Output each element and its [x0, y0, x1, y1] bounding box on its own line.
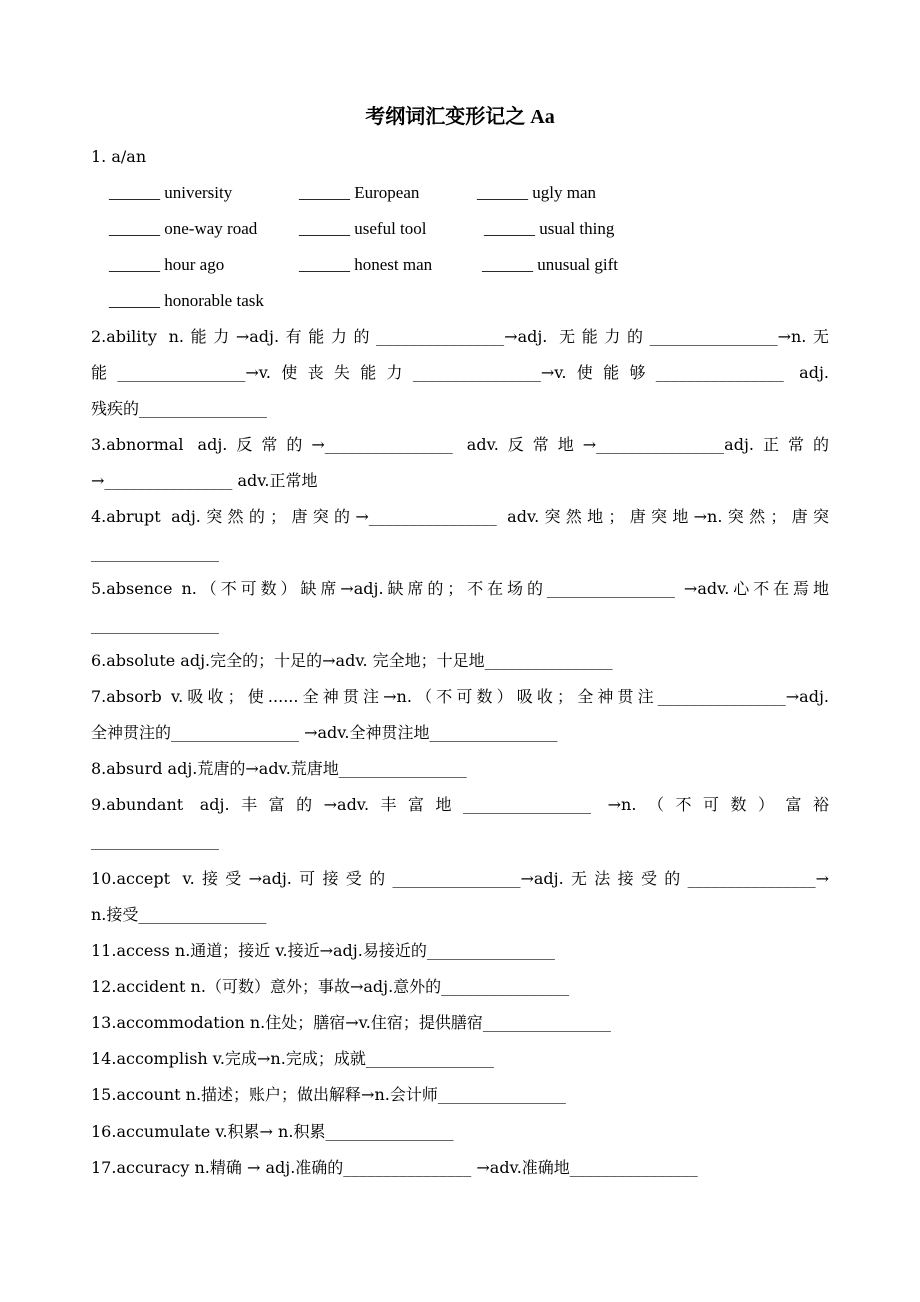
text-line: 12.accident n.（可数）意外；事故→adj.意外的________________: [91, 977, 570, 996]
text-line: 3.abnormal adj.反常的→________________ adv.反常地→________________adj.正常的: [91, 435, 829, 454]
blank-phrase: ______ university: [109, 183, 233, 202]
text-line: 11.access n.通道；接近 v.接近→adj.易接近的________________: [91, 941, 555, 960]
blank-phrase: ______ European: [299, 183, 420, 202]
text-line: 全神贯注的________________ →adv.全神贯注地________________: [91, 723, 558, 742]
item-1-heading: 1. a/an: [91, 147, 147, 166]
blank-phrase: ______ unusual gift: [482, 255, 618, 274]
blank-phrase: ______ one-way road: [109, 219, 258, 238]
text-line: 17.accuracy n.精确 → adj.准确的________________ →adv.准确地________________: [91, 1158, 698, 1177]
text-line: 8.absurd adj.荒唐的→adv.荒唐地________________: [91, 759, 467, 778]
text-line: 10.accept v.接受→adj.可接受的________________→adj.无法接受的________________→: [91, 869, 829, 888]
text-line: 6.absolute adj.完全的；十足的→adv. 完全地；十足地________________: [91, 651, 613, 670]
text-line: →________________ adv.正常地: [91, 471, 318, 490]
text-line: n.接受________________: [91, 905, 267, 924]
text-line: 2.ability n.能力→adj.有能力的________________→adj. 无能力的________________→n.无: [91, 327, 829, 346]
page-title: 考纲词汇变形记之 Aa: [365, 106, 555, 128]
blank-phrase: ______ honest man: [299, 255, 433, 274]
text-line: 4.abrupt adj.突然的；唐突的→________________ adv.突然地；唐突地→n.突然；唐突: [91, 507, 829, 526]
blank-phrase: ______ usual thing: [484, 219, 615, 238]
text-line: 7.absorb v.吸收；使......全神贯注→n.（不可数）吸收；全神贯注________________→adj.: [91, 687, 829, 706]
text-line: ________________: [91, 543, 219, 562]
text-line: 残疾的________________: [91, 399, 268, 418]
text-line: 16.accumulate v.积累→ n.积累________________: [91, 1122, 454, 1141]
text-line: 13.accommodation n.住处；膳宿→v.住宿；提供膳宿________________: [91, 1013, 611, 1032]
text-line: 能________________→v.使丧失能力________________→v.使能够________________ adj.: [91, 363, 829, 382]
blank-phrase: ______ ugly man: [477, 183, 596, 202]
text-line: 14.accomplish v.完成→n.完成；成就________________: [91, 1049, 494, 1068]
text-line: ________________: [91, 615, 219, 634]
text-line: 5.absence n.（不可数）缺席→adj.缺席的；不在场的________________ →adv.心不在焉地: [91, 579, 829, 598]
blank-phrase: ______ hour ago: [109, 255, 225, 274]
blank-phrase: ______ honorable task: [109, 291, 264, 310]
text-line: 9.abundant adj.丰富的→adv.丰富地________________ →n.（不可数）富裕: [91, 795, 829, 814]
blank-phrase: ______ useful tool: [299, 219, 427, 238]
text-line: ________________: [91, 831, 219, 850]
text-line: 15.account n.描述；账户；做出解释→n.会计师________________: [91, 1085, 566, 1104]
